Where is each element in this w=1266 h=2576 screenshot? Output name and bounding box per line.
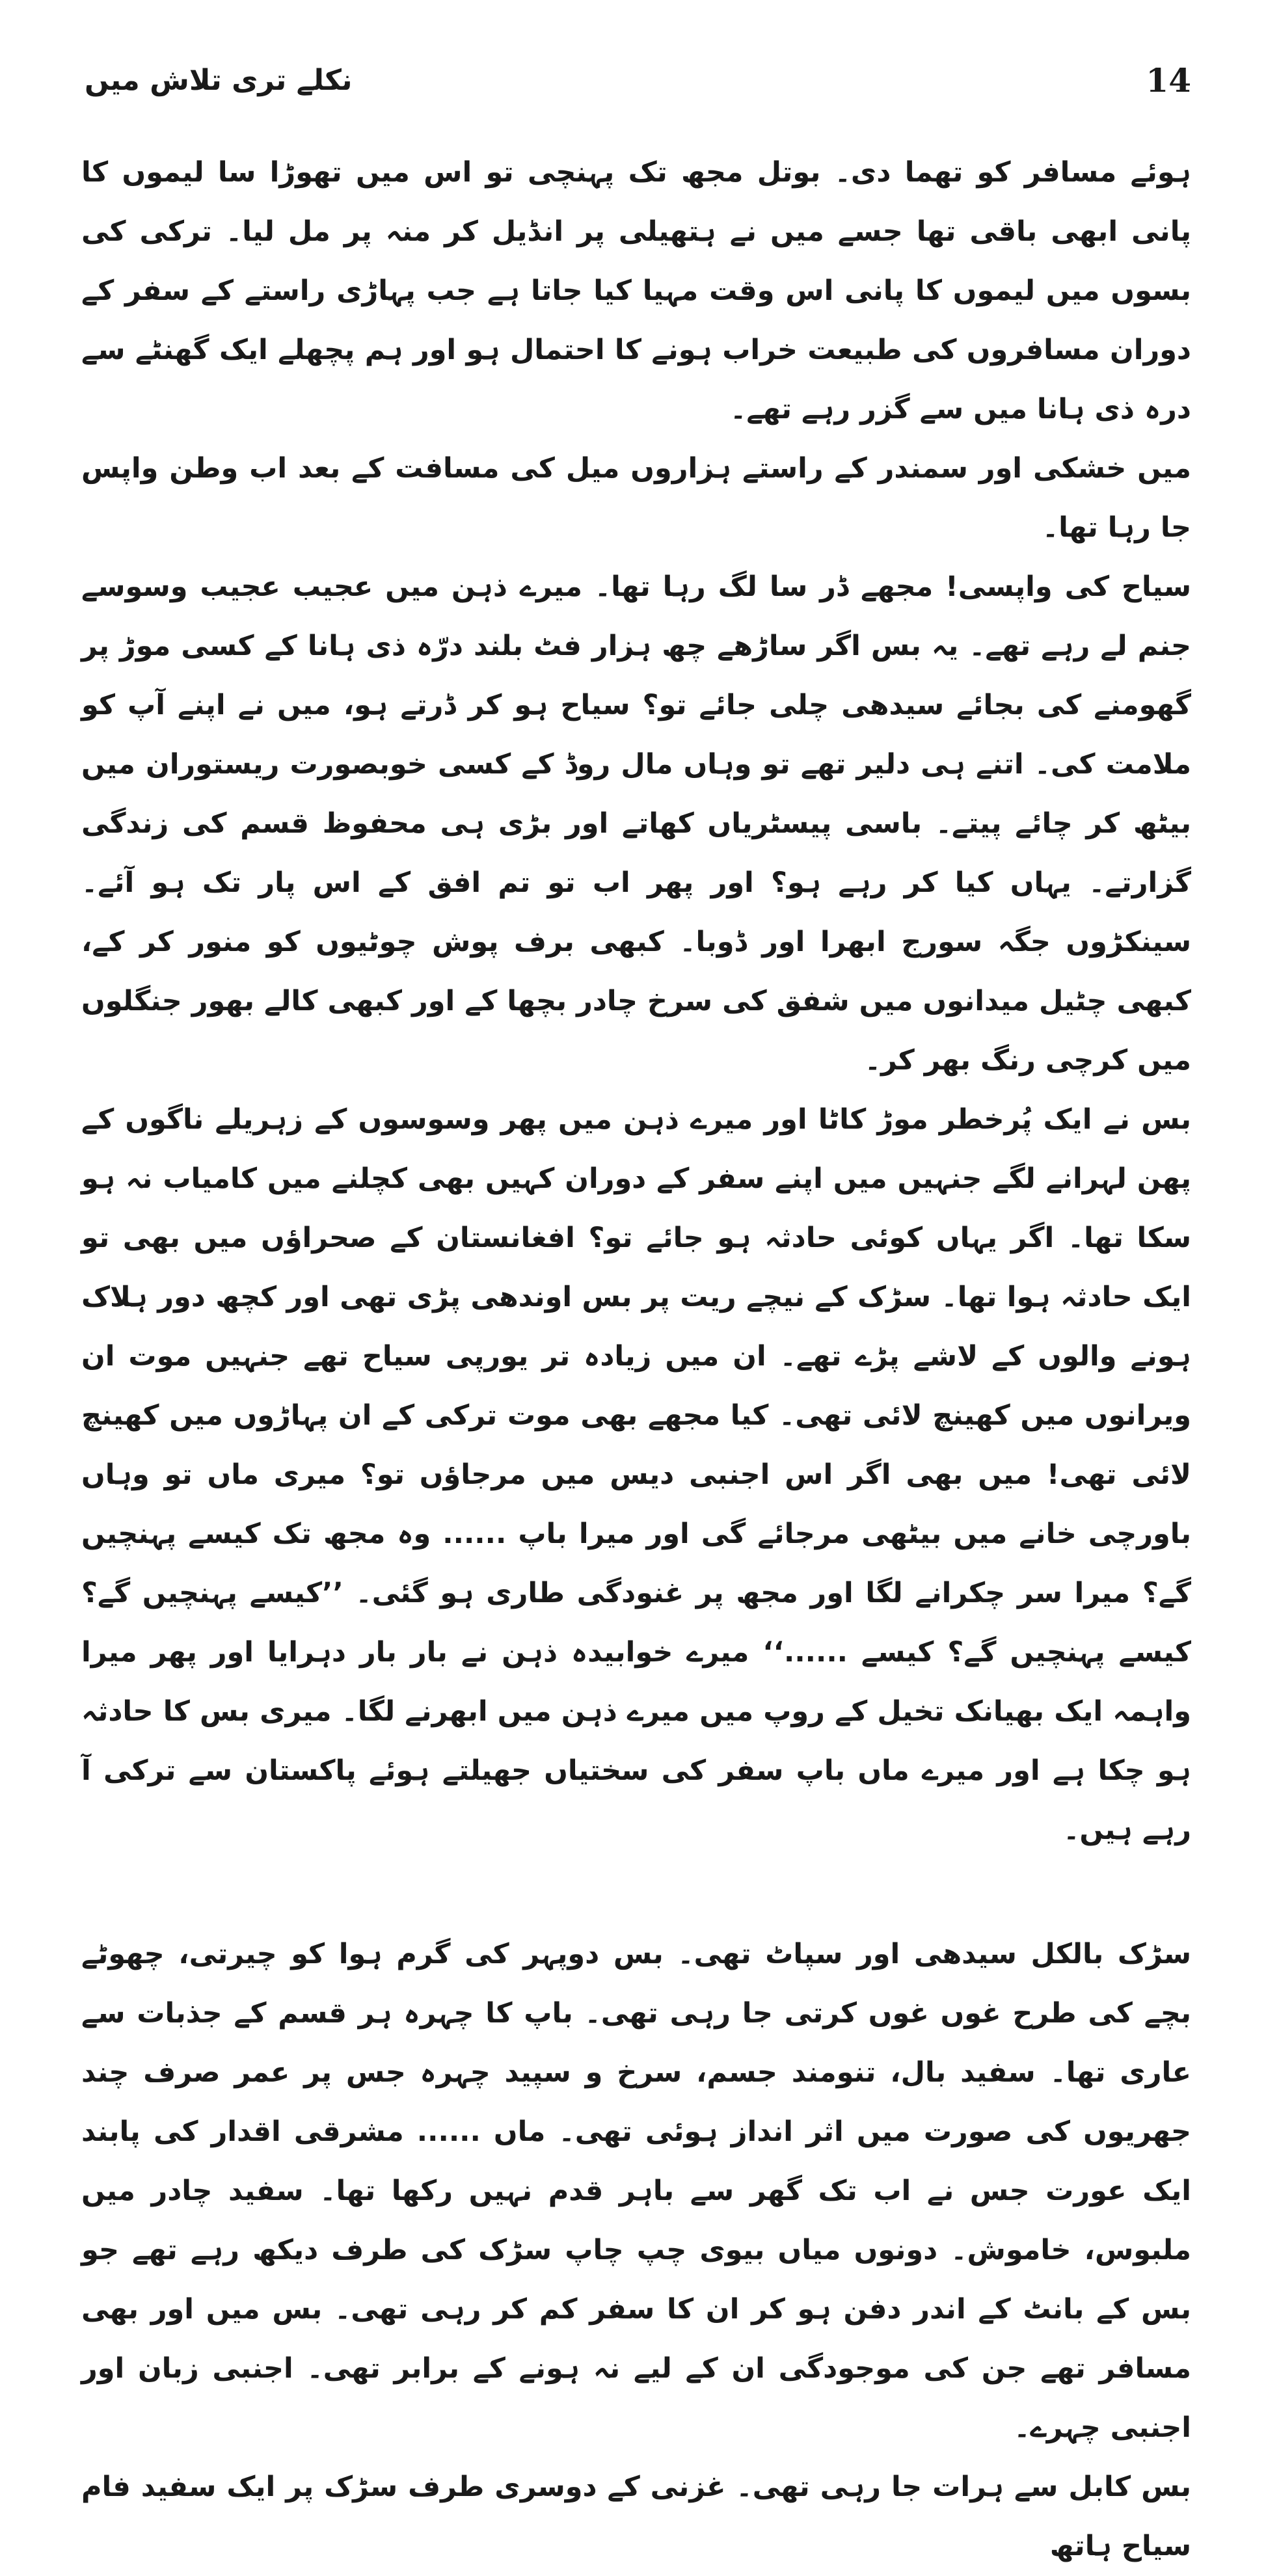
paragraph: سیاح کی واپسی! مجھے ڈر سا لگ رہا تھا۔ میرے ذہن میں عجیب عجیب وسوسے جنم لے رہے تھے۔ یہ بس اگر ساڑھے چھ ہزار فٹ بلند درّہ ذی ہانا کے کسی موڑ پر گھومنے کی بجائے سیدھی چلی جائے تو؟ سیاح ہو کر ڈرتے ہو، میں نے اپنے آپ کو ملامت کی۔ اتنے ہی دلیر تھے تو وہاں مال روڈ کے کسی خوبصورت ریستوران میں بیٹھ کر چائے پیتے۔ باسی پیسٹریاں کھاتے اور بڑی ہی محفوظ قسم کی زندگی گزارتے۔ یہاں کیا کر رہے ہو؟ اور پھر اب تو تم افق کے اس پار تک ہو آئے۔ سینکڑوں جگہ سورج ابھرا اور ڈوبا۔ کبھی برف پوش چوٹیوں کو منور کر کے، کبھی چٹیل میدانوں میں شفق کی سرخ چادر بچھا کے اور کبھی کالے بھور جنگلوں میں کرچی رنگ بھر کر۔ [81,570,1191,1077]
paragraph: بس نے ایک پُرخطر موڑ کاٹا اور میرے ذہن میں پھر وسوسوں کے زہریلے ناگوں کے پھن لہرانے لگے جنہیں میں اپنے سفر کے دوران کہیں بھی کچلنے میں کامیاب نہ ہو سکا تھا۔ اگر یہاں کوئی حادثہ ہو جائے تو؟ افغانستان کے صحراؤں میں بھی تو ایک حادثہ ہوا تھا۔ سڑک کے نیچے ریت پر بس اوندھی پڑی تھی اور کچھ دور ہلاک ہونے والوں کے لاشے پڑے تھے۔ ان میں زیادہ تر یورپی سیاح تھے جنہیں موت ان ویرانوں میں کھینچ لائی تھی۔ کیا مجھے بھی موت ترکی کے ان پہاڑوں میں کھینچ لائی تھی! میں بھی اگر اس اجنبی دیس میں مرجاؤں تو؟ میری ماں تو وہاں باورچی خانے میں بیٹھی مرجائے گی اور میرا باپ ...... وہ مجھ تک کیسے پہنچیں گے؟ میرا سر چکرانے لگا اور مجھ پر غنودگی طاری ہو گئی۔ ’’کیسے پہنچیں گے؟ کیسے پہنچیں گے؟ کیسے ......‘‘ میرے خوابیدہ ذہن نے بار بار دہرایا اور پھر میرا واہمہ ایک بھیانک تخیل کے روپ میں میرے ذہن میں ابھرنے لگا۔ میری بس کا حادثہ ہو چکا ہے اور میرے ماں باپ سفر کی سختیاں جھیلتے ہوئے پاکستان سے ترکی آ رہے ہیں۔ [81,1103,1191,1846]
page-number: 14 [1146,60,1191,100]
paragraph: میں خشکی اور سمندر کے راستے ہزاروں میل کی مسافت کے بعد اب وطن واپس جا رہا تھا۔ [81,452,1191,544]
paragraph: ہوئے مسافر کو تھما دی۔ بوتل مجھ تک پہنچی تو اس میں تھوڑا سا لیموں کا پانی ابھی باقی تھا جسے میں نے ہتھیلی پر انڈیل کر منہ پر مل لیا۔ ترکی کی بسوں میں لیموں کا پانی اس وقت مہیا کیا جاتا ہے جب پہاڑی راستے کے سفر کے دوران مسافروں کی طبیعت خراب ہونے کا احتمال ہو اور ہم پچھلے ایک گھنٹے سے درہ ذی ہانا میں سے گزر رہے تھے۔ [81,156,1191,425]
paragraph: سڑک بالکل سیدھی اور سپاٹ تھی۔ بس دوپہر کی گرم ہوا کو چیرتی، چھوٹے بچے کی طرح غوں غوں کرتی جا رہی تھی۔ باپ کا چہرہ ہر قسم کے جذبات سے عاری تھا۔ سفید بال، تنومند جسم، سرخ و سپید چہرہ جس پر عمر صرف چند جھریوں کی صورت میں اثر انداز ہوئی تھی۔ ماں ...... مشرقی اقدار کی پابند ایک عورت جس نے اب تک گھر سے باہر قدم نہیں رکھا تھا۔ سفید چادر میں ملبوس، خاموش۔ دونوں میاں بیوی چپ چاپ سڑک کی طرف دیکھ رہے تھے جو بس کے بانٹ کے اندر دفن ہو کر ان کا سفر کم کر رہی تھی۔ بس میں اور بھی مسافر تھے جن کی موجودگی ان کے لیے نہ ہونے کے برابر تھی۔ اجنبی زبان اور اجنبی چہرے۔ [81,1938,1191,2444]
page-header [85,51,1191,109]
section-break [81,1860,1191,1925]
running-title: نکلے تری تلاش میں [85,63,353,97]
paragraph: بس کابل سے ہرات جا رہی تھی۔ غزنی کے دوسری طرف سڑک پر ایک سفید فام سیاح ہاتھ [81,2471,1191,2562]
body-text [81,143,1191,2576]
